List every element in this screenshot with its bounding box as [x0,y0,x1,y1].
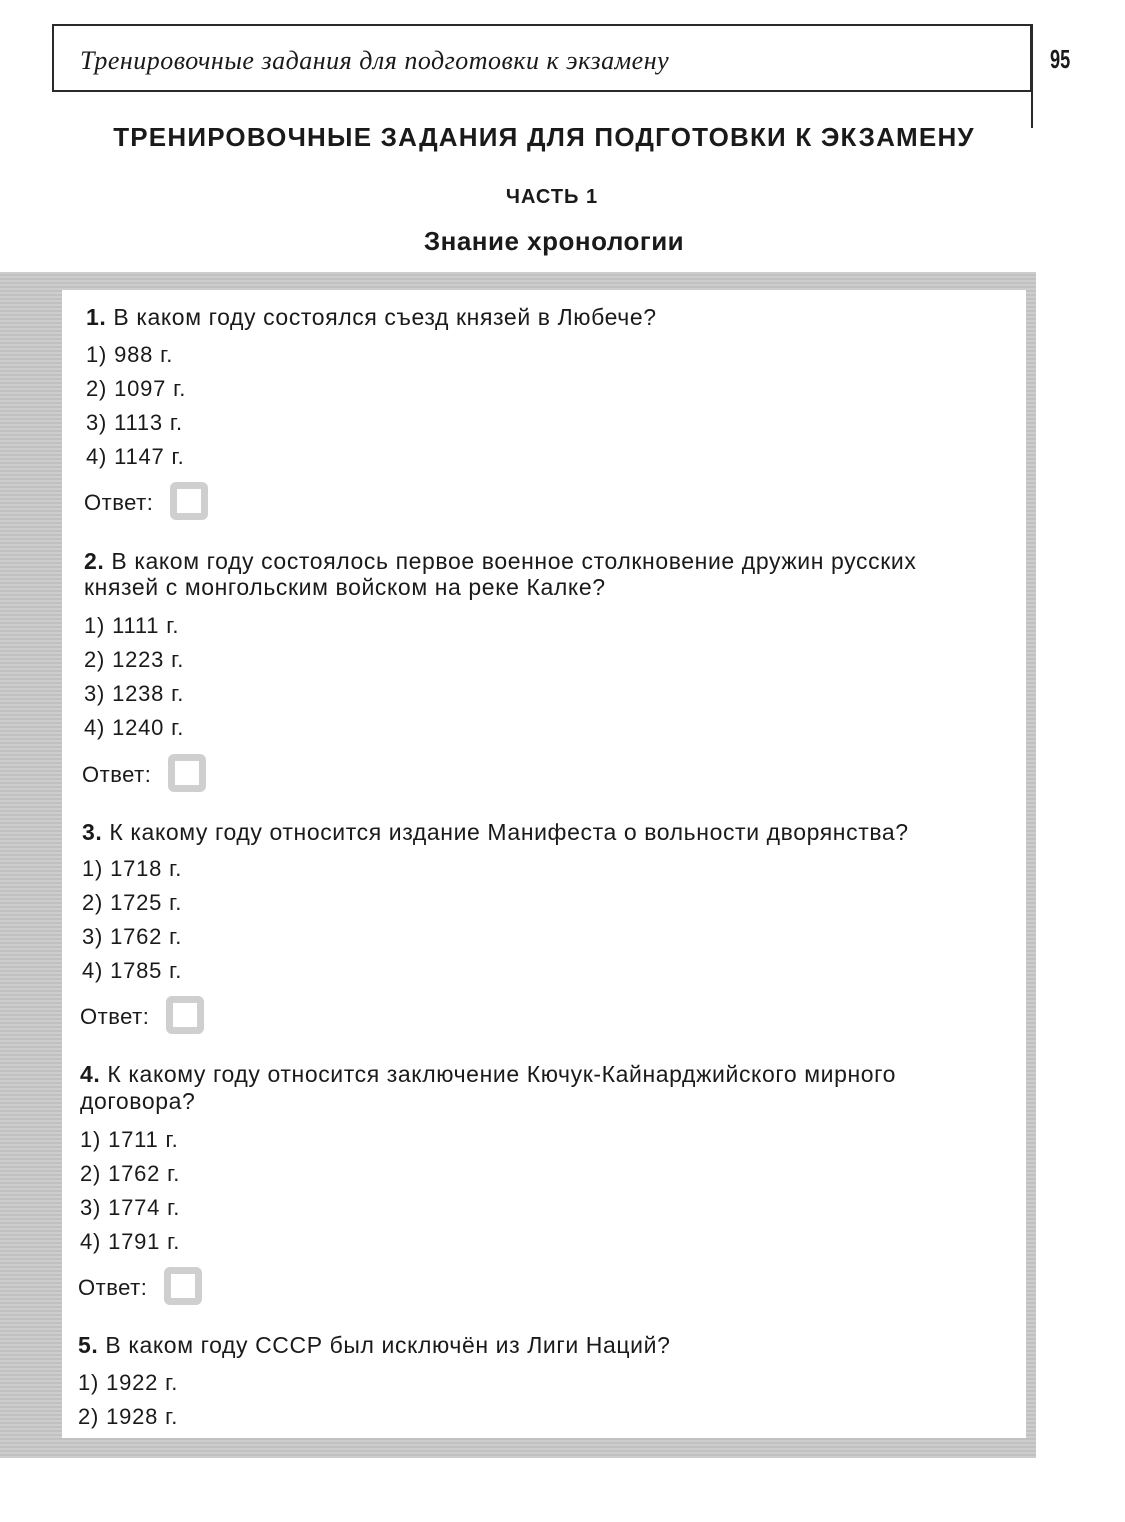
option-2[interactable]: 2) 1928 г. [78,1404,179,1429]
option-4[interactable]: 4) 1240 г. [84,715,185,740]
header-rule [1031,24,1033,128]
answer-box-3[interactable] [166,996,204,1034]
option-2[interactable]: 2) 1725 г. [82,890,183,915]
question-number: 4. [80,1061,101,1087]
question-text: К какому году относится издание Манифеста о вольности дворянства? [109,819,909,845]
answer-box-2[interactable] [168,754,206,792]
part-title: ЧАСТЬ 1 [505,186,599,208]
answer-box-1[interactable] [170,482,208,520]
option-1[interactable]: 1) 988 г. [86,342,174,367]
option-2[interactable]: 2) 1762 г. [80,1161,181,1186]
running-header-text: Тренировочные задания для подготовки к экзамену [80,46,670,75]
question-text: В каком году состоялся съезд князей в Любече? [113,304,657,330]
question-text: К какому году относится заключение Кючук-Кайнарджийского мирного [107,1061,897,1087]
answer-label: Ответ: [78,1275,148,1300]
question-number: 2. [84,548,105,574]
question-text: В каком году состоялось первое военное столкновение дружин русских [111,548,917,574]
option-3[interactable]: 3) 1238 г. [84,681,185,706]
question-2 [84,548,1044,574]
question-4-line-2: договора? [80,1088,196,1114]
option-3[interactable]: 3) 1113 г. [86,410,183,435]
option-1[interactable]: 1) 1718 г. [82,856,183,881]
option-4[interactable]: 4) 1791 г. [80,1229,181,1254]
running-header-frame [52,24,1032,92]
question-text: В каком году СССР был исключён из Лиги Наций? [105,1332,671,1358]
question-3 [82,819,1042,845]
option-4[interactable]: 4) 1785 г. [82,958,183,983]
answer-box-4[interactable] [164,1267,202,1305]
tasks-panel [62,290,1026,1438]
question-number: 1. [86,304,107,330]
option-2[interactable]: 2) 1223 г. [84,647,185,672]
option-1[interactable]: 1) 1711 г. [80,1127,179,1152]
question-2-line-2: князей с монгольским войском на реке Калке? [84,574,606,600]
page-number: 95 [1050,44,1071,74]
question-4 [80,1061,1040,1087]
option-4[interactable]: 4) 1147 г. [86,444,185,469]
question-number: 3. [82,819,103,845]
option-2[interactable]: 2) 1097 г. [86,376,187,401]
option-1[interactable]: 1) 1111 г. [84,613,180,638]
question-number: 5. [78,1332,99,1358]
section-title: Знание хронологии [423,226,685,256]
answer-label: Ответ: [82,762,152,787]
question-1 [86,304,1046,330]
option-1[interactable]: 1) 1922 г. [78,1370,179,1395]
answer-label: Ответ: [84,490,154,515]
option-3[interactable]: 3) 1762 г. [82,924,183,949]
answer-label: Ответ: [80,1004,150,1029]
question-5 [78,1332,1038,1358]
option-3[interactable]: 3) 1774 г. [80,1195,181,1220]
main-title: ТРЕНИРОВОЧНЫЕ ЗАДАНИЯ ДЛЯ ПОДГОТОВКИ К ЭКЗАМЕНУ [113,122,975,152]
